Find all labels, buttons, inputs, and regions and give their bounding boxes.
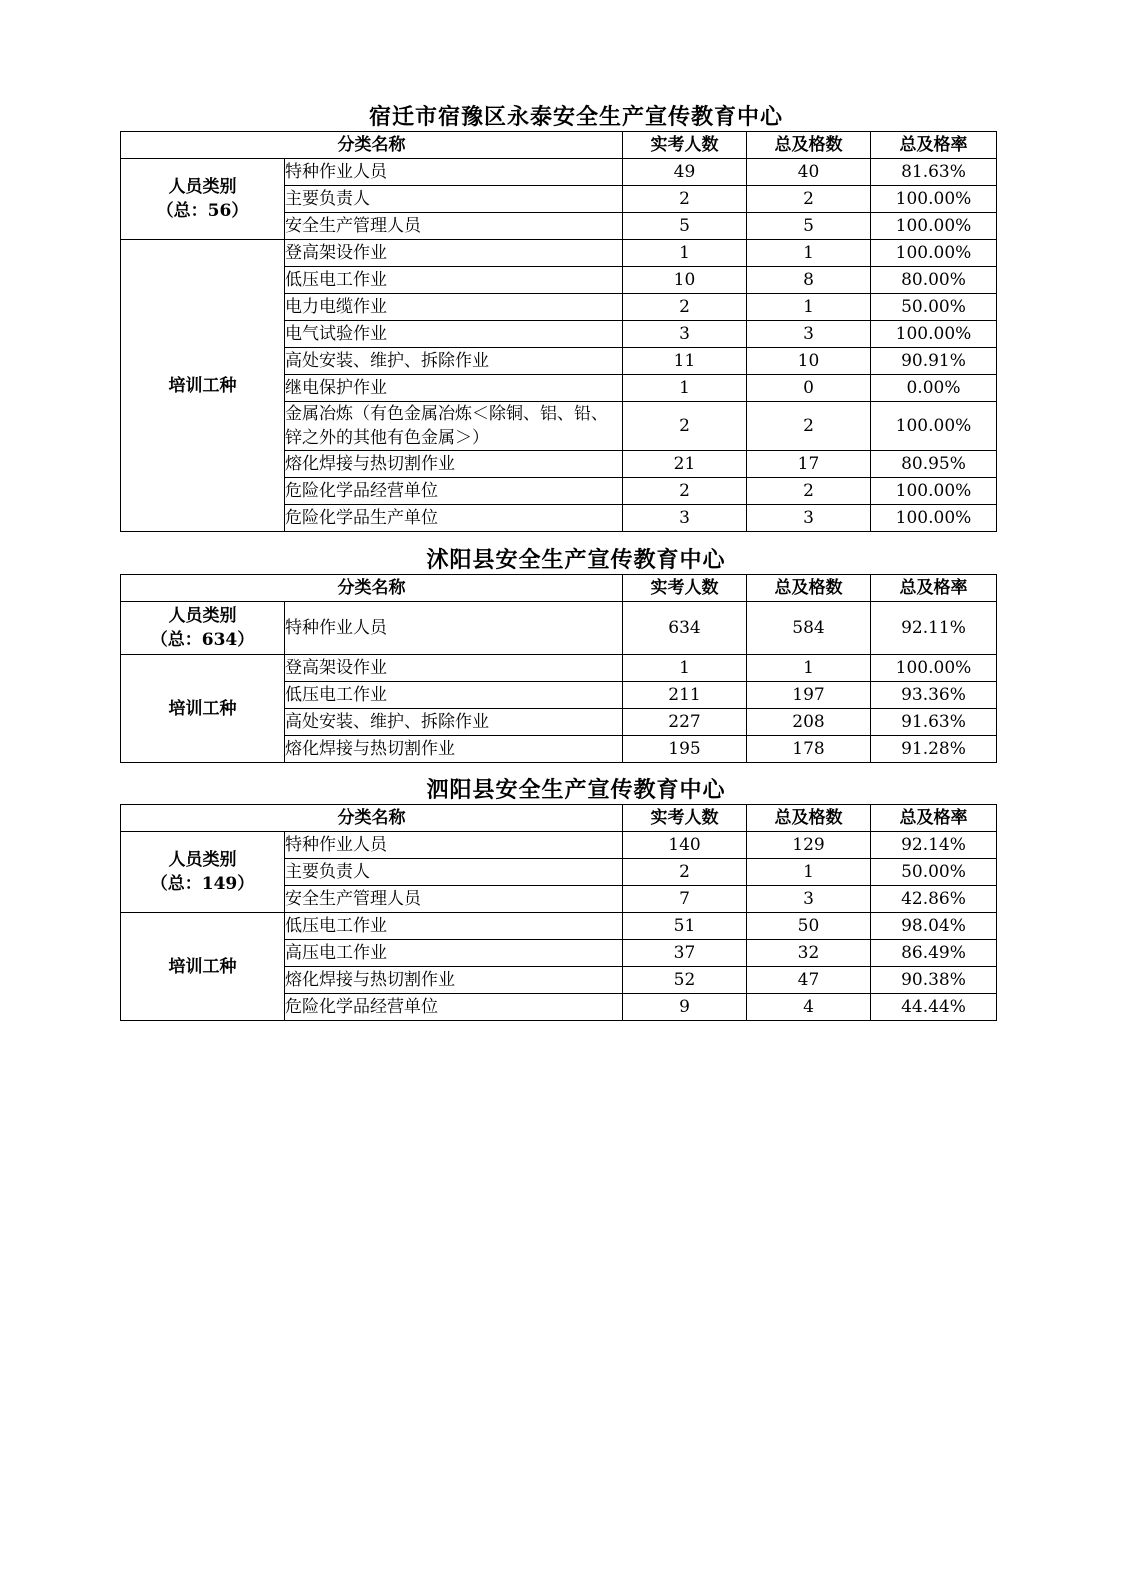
group-label bbox=[121, 240, 285, 532]
group-label-line1: 培训工种 bbox=[168, 956, 237, 977]
header-examinees: 实考人数 bbox=[623, 575, 747, 602]
row-pass-rate: 100.00% bbox=[871, 505, 997, 532]
row-passed: 50 bbox=[747, 913, 871, 940]
row-examinees: 3 bbox=[623, 321, 747, 348]
row-pass-rate: 44.44% bbox=[871, 994, 997, 1021]
row-examinees: 195 bbox=[623, 736, 747, 763]
header-category: 分类名称 bbox=[121, 805, 623, 832]
row-pass-rate: 0.00% bbox=[871, 375, 997, 402]
row-name: 危险化学品生产单位 bbox=[285, 505, 623, 532]
row-examinees: 634 bbox=[623, 602, 747, 655]
row-passed: 3 bbox=[747, 505, 871, 532]
row-name: 熔化焊接与热切割作业 bbox=[285, 967, 623, 994]
section-title: 沭阳县安全生产宣传教育中心 bbox=[426, 547, 726, 573]
table-row bbox=[121, 832, 997, 859]
section-siyang bbox=[120, 776, 996, 1021]
section-yongtai bbox=[120, 103, 996, 532]
row-pass-rate: 100.00% bbox=[871, 213, 997, 240]
group-label bbox=[121, 913, 285, 1021]
row-pass-rate: 80.95% bbox=[871, 451, 997, 478]
row-examinees: 1 bbox=[623, 375, 747, 402]
row-pass-rate: 92.14% bbox=[871, 832, 997, 859]
row-name: 金属冶炼（有色金属冶炼＜除铜、铝、铅、锌之外的其他有色金属＞） bbox=[285, 402, 623, 451]
group-label-line1: 培训工种 bbox=[168, 698, 237, 719]
row-examinees: 51 bbox=[623, 913, 747, 940]
row-name: 主要负责人 bbox=[285, 186, 623, 213]
row-pass-rate: 100.00% bbox=[871, 321, 997, 348]
header-pass-rate: 总及格率 bbox=[871, 132, 997, 159]
row-examinees: 7 bbox=[623, 886, 747, 913]
row-examinees: 52 bbox=[623, 967, 747, 994]
row-name: 熔化焊接与热切割作业 bbox=[285, 736, 623, 763]
table-row bbox=[121, 913, 997, 940]
row-pass-rate: 100.00% bbox=[871, 402, 997, 451]
row-passed: 8 bbox=[747, 267, 871, 294]
group-label-line1: 人员类别 bbox=[168, 606, 237, 626]
row-name: 高处安装、维护、拆除作业 bbox=[285, 709, 623, 736]
row-name: 低压电工作业 bbox=[285, 913, 623, 940]
row-examinees: 5 bbox=[623, 213, 747, 240]
header-row bbox=[121, 575, 997, 602]
table-row bbox=[121, 602, 997, 655]
row-passed: 129 bbox=[747, 832, 871, 859]
row-examinees: 1 bbox=[623, 655, 747, 682]
header-passed: 总及格数 bbox=[747, 575, 871, 602]
group-label-line1: 培训工种 bbox=[168, 375, 237, 396]
row-name: 特种作业人员 bbox=[285, 602, 623, 655]
section-shuyang bbox=[120, 546, 996, 763]
stats-table bbox=[120, 574, 997, 763]
row-name: 危险化学品经营单位 bbox=[285, 478, 623, 505]
row-passed: 32 bbox=[747, 940, 871, 967]
row-name: 电气试验作业 bbox=[285, 321, 623, 348]
row-name: 高处安装、维护、拆除作业 bbox=[285, 348, 623, 375]
row-name: 危险化学品经营单位 bbox=[285, 994, 623, 1021]
row-passed: 3 bbox=[747, 321, 871, 348]
row-passed: 0 bbox=[747, 375, 871, 402]
header-row bbox=[121, 132, 997, 159]
row-examinees: 2 bbox=[623, 186, 747, 213]
row-examinees: 2 bbox=[623, 478, 747, 505]
group-label bbox=[121, 832, 285, 913]
header-category: 分类名称 bbox=[121, 132, 623, 159]
header-passed: 总及格数 bbox=[747, 132, 871, 159]
row-pass-rate: 91.63% bbox=[871, 709, 997, 736]
row-pass-rate: 100.00% bbox=[871, 240, 997, 267]
row-name: 电力电缆作业 bbox=[285, 294, 623, 321]
row-name: 特种作业人员 bbox=[285, 159, 623, 186]
section-title: 宿迁市宿豫区永泰安全生产宣传教育中心 bbox=[368, 104, 783, 130]
row-passed: 1 bbox=[747, 294, 871, 321]
row-examinees: 2 bbox=[623, 294, 747, 321]
row-passed: 1 bbox=[747, 240, 871, 267]
row-name: 低压电工作业 bbox=[285, 267, 623, 294]
row-pass-rate: 100.00% bbox=[871, 186, 997, 213]
row-examinees: 227 bbox=[623, 709, 747, 736]
row-passed: 197 bbox=[747, 682, 871, 709]
section-title: 泗阳县安全生产宣传教育中心 bbox=[426, 777, 726, 803]
row-name: 安全生产管理人员 bbox=[285, 886, 623, 913]
row-name: 主要负责人 bbox=[285, 859, 623, 886]
group-label-line2: （总：634） bbox=[150, 630, 255, 650]
row-examinees: 49 bbox=[623, 159, 747, 186]
row-passed: 3 bbox=[747, 886, 871, 913]
group-label bbox=[121, 602, 285, 655]
row-examinees: 37 bbox=[623, 940, 747, 967]
table-row bbox=[121, 240, 997, 267]
row-name: 低压电工作业 bbox=[285, 682, 623, 709]
row-pass-rate: 98.04% bbox=[871, 913, 997, 940]
row-examinees: 2 bbox=[623, 402, 747, 451]
row-pass-rate: 92.11% bbox=[871, 602, 997, 655]
group-label-line1: 人员类别 bbox=[168, 850, 237, 870]
row-pass-rate: 86.49% bbox=[871, 940, 997, 967]
row-passed: 2 bbox=[747, 478, 871, 505]
row-examinees: 9 bbox=[623, 994, 747, 1021]
row-examinees: 3 bbox=[623, 505, 747, 532]
row-pass-rate: 90.38% bbox=[871, 967, 997, 994]
group-label-line2: （总：56） bbox=[156, 201, 249, 221]
row-passed: 2 bbox=[747, 186, 871, 213]
row-examinees: 1 bbox=[623, 240, 747, 267]
row-examinees: 21 bbox=[623, 451, 747, 478]
row-passed: 17 bbox=[747, 451, 871, 478]
row-passed: 10 bbox=[747, 348, 871, 375]
header-category: 分类名称 bbox=[121, 575, 623, 602]
stats-table bbox=[120, 804, 997, 1021]
header-pass-rate: 总及格率 bbox=[871, 805, 997, 832]
row-passed: 178 bbox=[747, 736, 871, 763]
header-pass-rate: 总及格率 bbox=[871, 575, 997, 602]
row-pass-rate: 90.91% bbox=[871, 348, 997, 375]
row-passed: 584 bbox=[747, 602, 871, 655]
row-passed: 1 bbox=[747, 655, 871, 682]
row-passed: 208 bbox=[747, 709, 871, 736]
row-passed: 47 bbox=[747, 967, 871, 994]
row-pass-rate: 81.63% bbox=[871, 159, 997, 186]
header-row bbox=[121, 805, 997, 832]
row-pass-rate: 100.00% bbox=[871, 655, 997, 682]
row-name: 熔化焊接与热切割作业 bbox=[285, 451, 623, 478]
row-passed: 5 bbox=[747, 213, 871, 240]
group-label bbox=[121, 159, 285, 240]
table-row bbox=[121, 655, 997, 682]
row-pass-rate: 50.00% bbox=[871, 859, 997, 886]
group-label bbox=[121, 655, 285, 763]
row-pass-rate: 50.00% bbox=[871, 294, 997, 321]
header-passed: 总及格数 bbox=[747, 805, 871, 832]
row-pass-rate: 42.86% bbox=[871, 886, 997, 913]
row-pass-rate: 100.00% bbox=[871, 478, 997, 505]
row-passed: 2 bbox=[747, 402, 871, 451]
row-name: 继电保护作业 bbox=[285, 375, 623, 402]
row-name: 登高架设作业 bbox=[285, 240, 623, 267]
row-passed: 40 bbox=[747, 159, 871, 186]
row-pass-rate: 80.00% bbox=[871, 267, 997, 294]
row-examinees: 211 bbox=[623, 682, 747, 709]
group-label-line1: 人员类别 bbox=[168, 177, 237, 197]
group-label-line2: （总：149） bbox=[150, 874, 255, 894]
row-name: 安全生产管理人员 bbox=[285, 213, 623, 240]
row-name: 高压电工作业 bbox=[285, 940, 623, 967]
header-examinees: 实考人数 bbox=[623, 132, 747, 159]
row-examinees: 11 bbox=[623, 348, 747, 375]
header-examinees: 实考人数 bbox=[623, 805, 747, 832]
table-row bbox=[121, 159, 997, 186]
row-examinees: 140 bbox=[623, 832, 747, 859]
row-examinees: 10 bbox=[623, 267, 747, 294]
row-passed: 1 bbox=[747, 859, 871, 886]
row-pass-rate: 93.36% bbox=[871, 682, 997, 709]
stats-table bbox=[120, 131, 997, 532]
row-passed: 4 bbox=[747, 994, 871, 1021]
document bbox=[120, 0, 996, 1021]
row-name: 登高架设作业 bbox=[285, 655, 623, 682]
row-name: 特种作业人员 bbox=[285, 832, 623, 859]
row-pass-rate: 91.28% bbox=[871, 736, 997, 763]
row-examinees: 2 bbox=[623, 859, 747, 886]
